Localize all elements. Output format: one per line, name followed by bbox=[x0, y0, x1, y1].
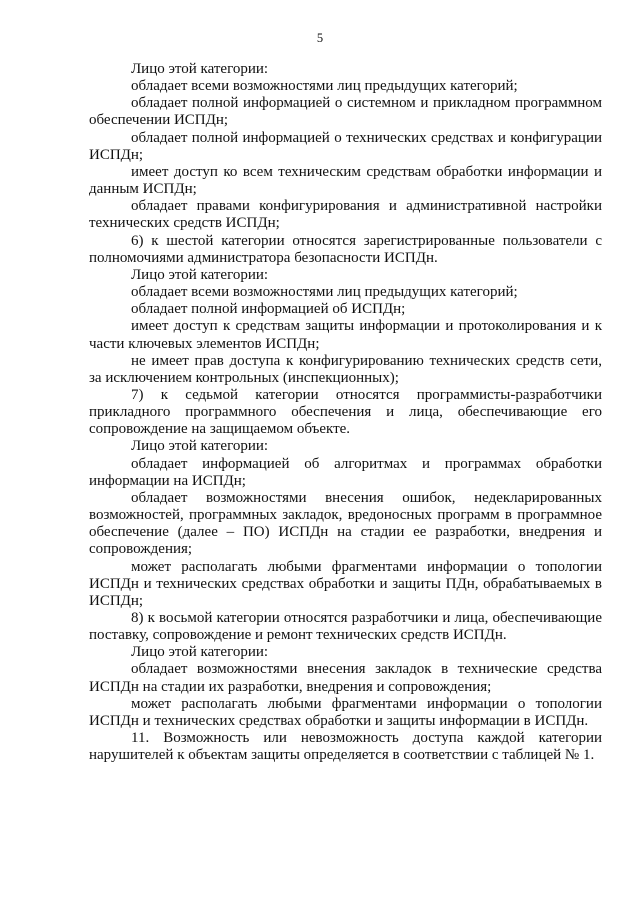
paragraph-category-intro: Лицо этой категории: bbox=[131, 266, 269, 283]
paragraph: обладает полной информацией об ИСПДн; bbox=[131, 301, 406, 318]
paragraph: обладает полной информацией о технических средствах и конфигурации ИСПДн; bbox=[89, 129, 602, 163]
paragraph: не имеет прав доступа к конфигурированию технических средств сети, за исключением контрольных (инспекционных); bbox=[89, 352, 602, 386]
paragraph: обладает возможностями внесения ошибок, недекларированных возможностей, программных закладок, вредоносных программ в программное обеспечение (далее – ПО) ИСПДн на стадии ее разработки, внедрения и сопровождения; bbox=[89, 489, 602, 558]
paragraph-clause-11: 11. Возможность или невозможность доступа каждой категории нарушителей к объектам защиты определяется в соответствии с таблицей № 1. bbox=[89, 730, 602, 764]
paragraph: обладает полной информацией о системном и прикладном программном обеспечении ИСПДн; bbox=[89, 95, 602, 129]
paragraph: имеет доступ к средствам защиты информации и протоколирования и к части ключевых элементов ИСПДн; bbox=[89, 318, 602, 352]
paragraph: имеет доступ ко всем техническим средствам обработки информации и данным ИСПДн; bbox=[89, 163, 602, 198]
paragraph: обладает информацией об алгоритмах и программах обработки информации на ИСПДн; bbox=[89, 455, 602, 489]
paragraph-category-intro: Лицо этой категории: bbox=[131, 61, 269, 77]
paragraph: обладает всеми возможностями лиц предыдущих категорий; bbox=[131, 284, 518, 301]
paragraph-category-6: 6) к шестой категории относятся зарегистрированные пользователи с полномочиями администратора безопасности ИСПДн. bbox=[89, 232, 602, 266]
paragraph-category-7: 7) к седьмой категории относятся программисты-разработчики прикладного программного обеспечения и лица, обеспечивающие его сопровождение на защищаемом объекте. bbox=[89, 386, 602, 438]
page-number: 5 bbox=[316, 31, 324, 45]
paragraph-category-intro: Лицо этой категории: bbox=[131, 438, 269, 455]
document-body bbox=[89, 61, 602, 764]
paragraph: обладает правами конфигурирования и административной настройки технических средств ИСПДн; bbox=[89, 198, 602, 232]
paragraph-category-intro: Лицо этой категории: bbox=[131, 644, 269, 661]
paragraph: может располагать любыми фрагментами информации о топологии ИСПДн и технических средствах обработки и защиты ПДн, обрабатываемых в ИСПДн; bbox=[89, 558, 602, 609]
paragraph-category-8: 8) к восьмой категории относятся разработчики и лица, обеспечивающие поставку, сопровождение и ремонт технических средств ИСПДн. bbox=[89, 610, 602, 644]
paragraph: обладает возможностями внесения закладок в технические средства ИСПДн на стадии их разработки, внедрения и сопровождения; bbox=[89, 661, 602, 695]
paragraph: может располагать любыми фрагментами информации о топологии ИСПДн и технических средствах обработки и защиты информации в ИСПДн. bbox=[89, 695, 602, 729]
paragraph: обладает всеми возможностями лиц предыдущих категорий; bbox=[131, 78, 518, 95]
